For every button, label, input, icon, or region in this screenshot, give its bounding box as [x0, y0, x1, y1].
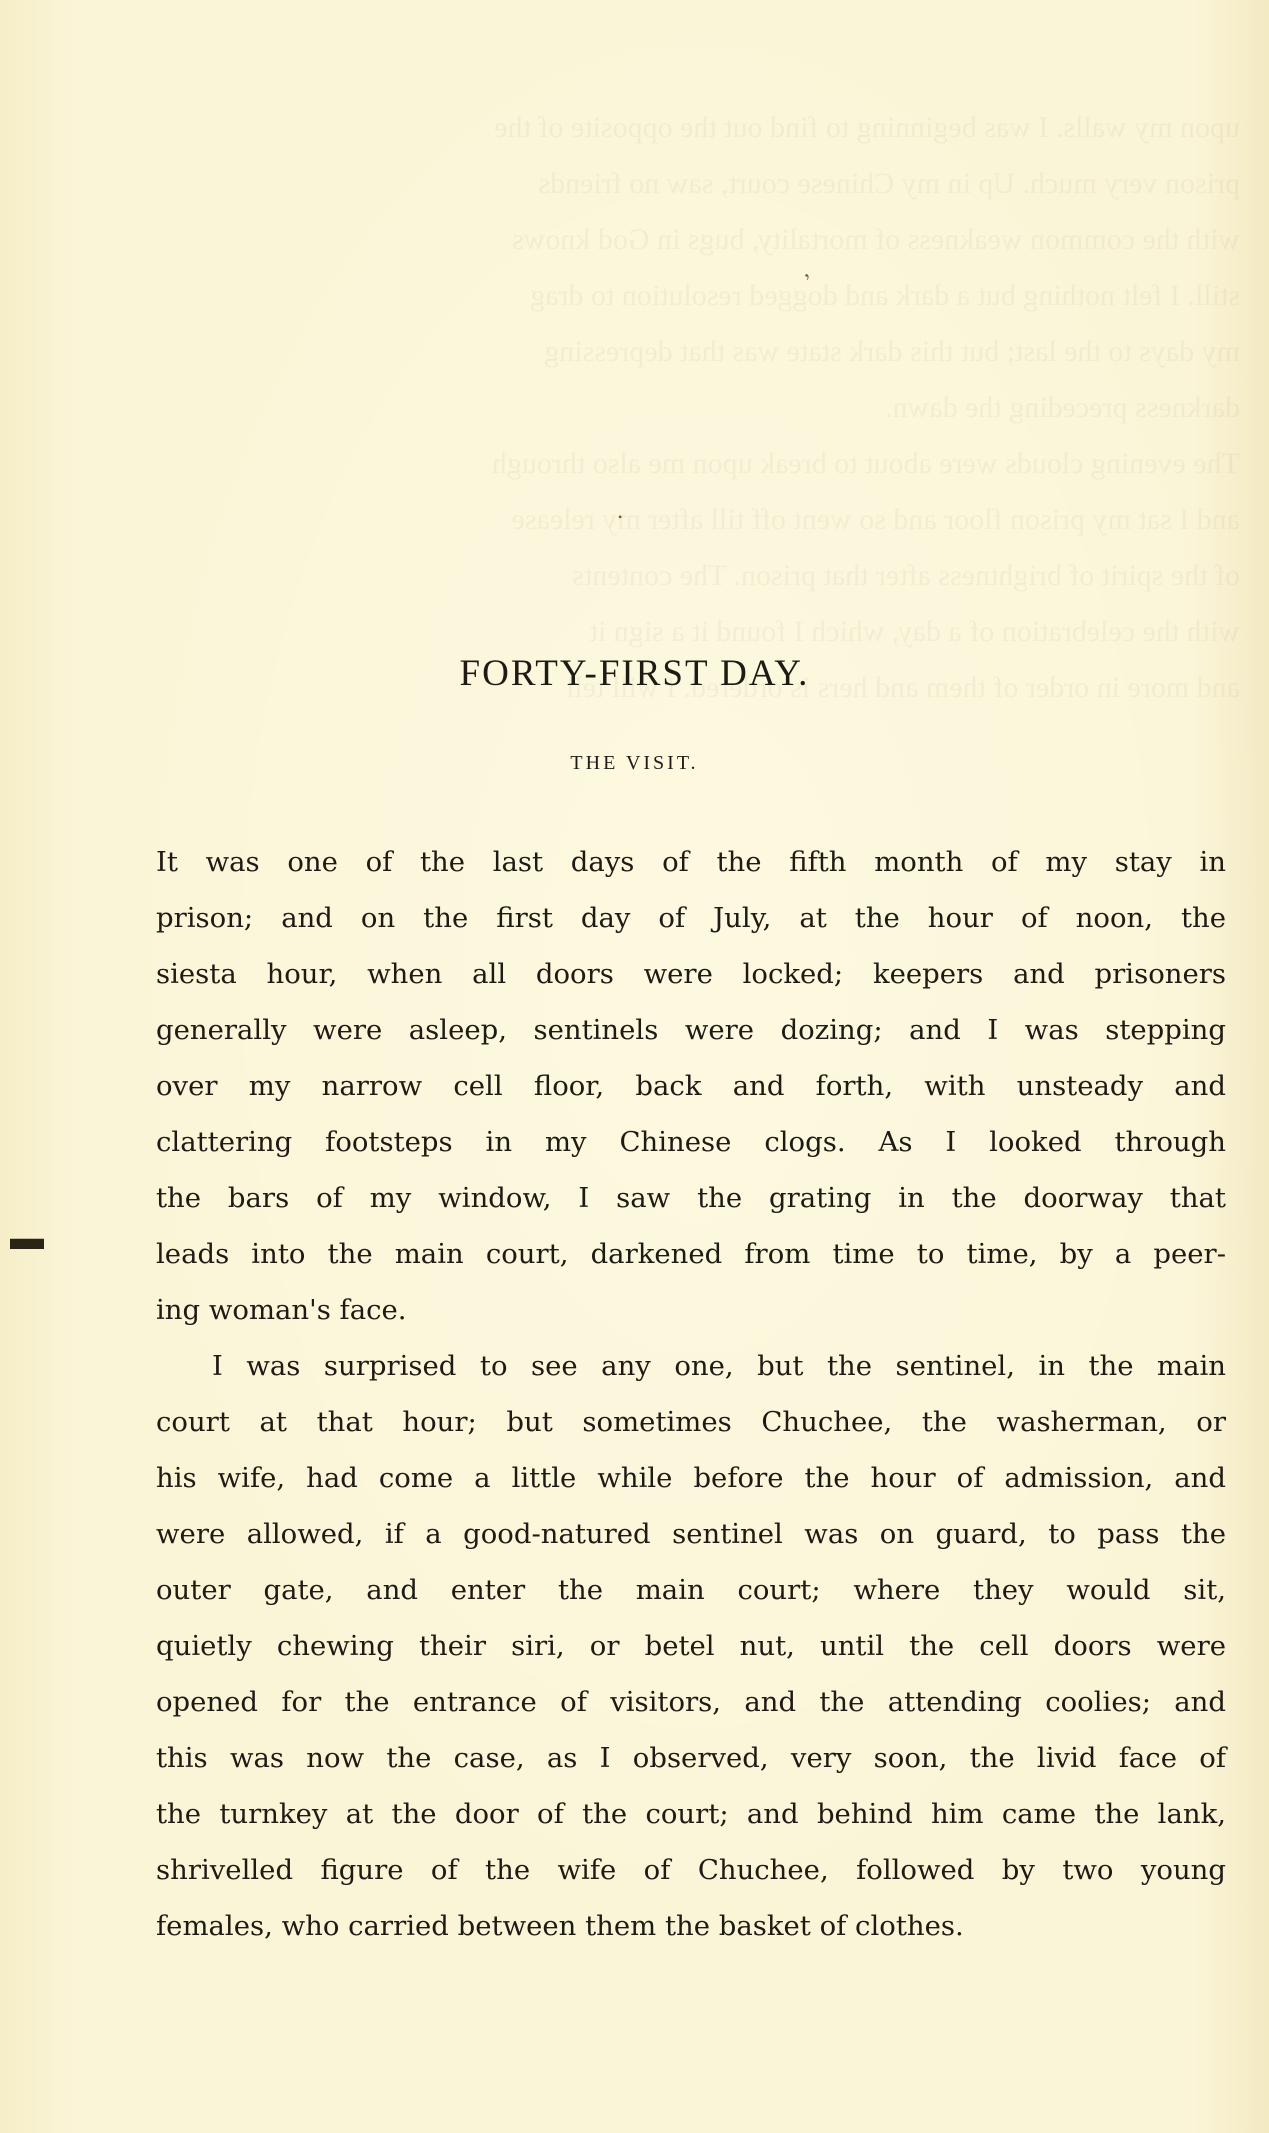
text-line: outer gate, and enter the main court; where they would sit,: [156, 1574, 1226, 1606]
text-line: prison; and on the first day of July, at the hour of noon, the: [156, 902, 1226, 934]
text-line: over my narrow cell floor, back and forth, with unsteady and: [156, 1070, 1226, 1102]
text-line: this was now the case, as I observed, very soon, the livid face of: [156, 1742, 1226, 1774]
text-line: I was surprised to see any one, but the sentinel, in the main: [212, 1350, 1226, 1382]
text-line: females, who carried between them the basket of clothes.: [156, 1910, 964, 1942]
text-line: It was one of the last days of the fifth month of my stay in: [156, 846, 1226, 878]
text-line: his wife, had come a little while before the hour of admission, and: [156, 1462, 1226, 1494]
paragraph: [156, 1338, 1226, 1954]
text-line: were allowed, if a good-natured sentinel was on guard, to pass the: [156, 1518, 1226, 1550]
show-through-text: [130, 100, 1240, 820]
text-line: court at that hour; but sometimes Chuchee, the washerman, or: [156, 1406, 1226, 1438]
text-line: quietly chewing their siri, or betel nut, until the cell doors were: [156, 1630, 1226, 1662]
paragraph: [156, 834, 1226, 1338]
text-line: ing woman's face.: [156, 1294, 407, 1326]
text-line: clattering footsteps in my Chinese clogs. As I looked through: [156, 1126, 1226, 1158]
stray-mark: ʼ: [799, 267, 819, 294]
chapter-title: FORTY-FIRST DAY.: [459, 653, 810, 694]
text-line: leads into the main court, darkened from time to time, by a peer-: [156, 1238, 1226, 1270]
text-line: opened for the entrance of visitors, and the attending coolies; and: [156, 1686, 1226, 1718]
stray-dot: •: [618, 510, 623, 524]
text-line: generally were asleep, sentinels were dozing; and I was stepping: [156, 1014, 1226, 1046]
text-line: the bars of my window, I saw the grating in the doorway that: [156, 1182, 1226, 1214]
text-line: shrivelled figure of the wife of Chuchee, followed by two young: [156, 1854, 1226, 1886]
body-text: [156, 834, 1226, 1954]
margin-mark: ▬: [10, 1220, 44, 1257]
text-line: siesta hour, when all doors were locked; keepers and prisoners: [156, 958, 1226, 990]
text-line: the turnkey at the door of the court; and behind him came the lank,: [156, 1798, 1226, 1830]
chapter-subtitle: THE VISIT.: [570, 752, 699, 774]
